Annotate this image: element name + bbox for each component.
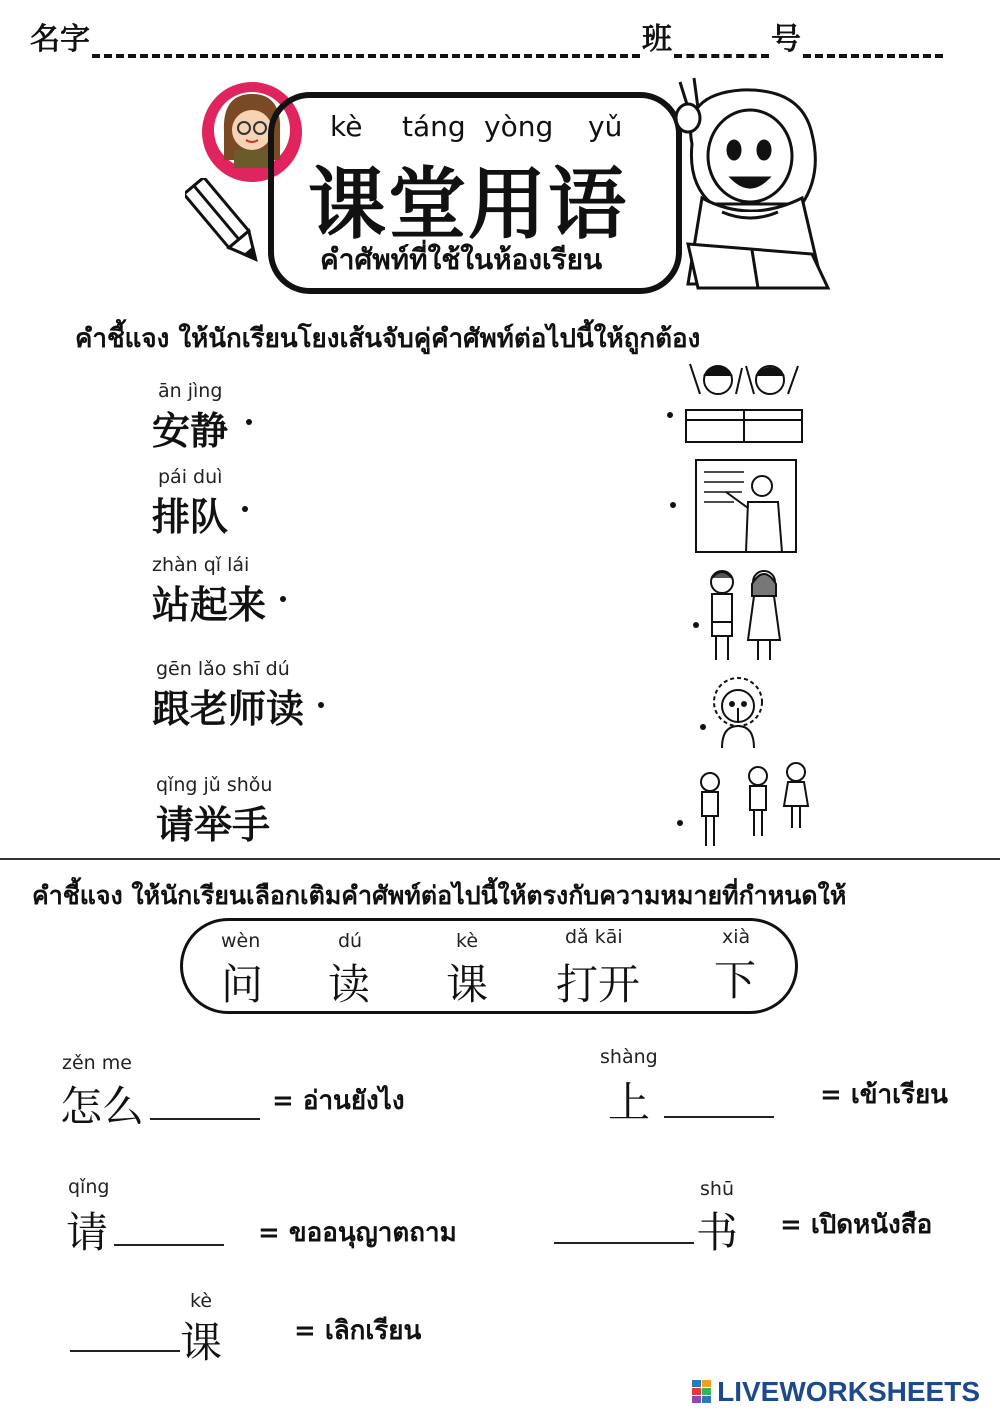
q3-pinyin: qǐng [68, 1176, 110, 1198]
q5-pinyin: kè [190, 1290, 213, 1312]
item4-pinyin: gēn lǎo shī dú [156, 658, 290, 680]
item3-hanzi: 站起来 [152, 583, 267, 627]
picture3-dot[interactable] [693, 622, 699, 628]
item4-dot-left[interactable] [318, 702, 324, 708]
number-label: 号 [771, 22, 801, 57]
title-pinyin-3: yòng [484, 110, 554, 143]
raise-hand-kids-picture [680, 354, 808, 446]
student-header [30, 14, 945, 58]
bank-word-3[interactable]: 课 [446, 960, 489, 1009]
q4-hanzi: 书 [696, 1208, 739, 1257]
item5-pinyin: qǐng jǔ shǒu [156, 774, 273, 796]
q4-answer-blank[interactable] [554, 1242, 694, 1244]
number-blank[interactable] [803, 28, 943, 58]
bank-word-1[interactable]: 问 [221, 960, 264, 1009]
name-label: 名字 [30, 22, 90, 57]
q1-answer-blank[interactable] [150, 1118, 260, 1120]
q1-pinyin: zěn me [62, 1052, 132, 1074]
class-blank[interactable] [674, 28, 769, 58]
item2-pinyin: pái duì [158, 466, 223, 488]
title-pinyin-2: táng [402, 110, 466, 143]
bank-pinyin-4: dǎ kāi [565, 926, 623, 948]
q2-meaning: = เข้าเรียน [820, 1080, 948, 1110]
item3-dot-left[interactable] [280, 596, 286, 602]
title-thai: คำศัพท์ที่ใช้ในห้องเรียน [320, 243, 603, 276]
item2-dot-left[interactable] [242, 506, 248, 512]
bank-pinyin-5: xià [722, 926, 751, 948]
pencil-icon [185, 178, 267, 270]
teacher-illustration [652, 74, 852, 300]
item3-pinyin: zhàn qǐ lái [152, 554, 250, 576]
q1-hanzi: 怎么 [60, 1082, 145, 1131]
item5-hanzi: 请举手 [156, 803, 271, 847]
q5-hanzi: 课 [180, 1318, 223, 1367]
lws-brand-text: LIVEWORKSHEETS [717, 1376, 981, 1407]
class-label: 班 [642, 22, 672, 57]
q2-pinyin: shàng [600, 1046, 658, 1068]
section-divider [0, 858, 1000, 860]
title-pinyin-4: yǔ [588, 110, 623, 143]
section2-instruction: คำชี้แจง ให้นักเรียนเลือกเติมคำศัพท์ต่อไปนี้ให้ตรงกับความหมายที่กำหนดให้ [32, 881, 847, 910]
word-bank-box [180, 918, 798, 1014]
item1-dot-left[interactable] [246, 419, 252, 425]
q5-meaning: = เลิกเรียน [294, 1316, 422, 1346]
standing-kids-picture [702, 566, 786, 666]
teacher-blackboard-picture [694, 456, 798, 556]
bank-word-2[interactable]: 读 [328, 960, 371, 1009]
item4-hanzi: 跟老师读 [152, 687, 305, 731]
name-blank[interactable] [92, 28, 640, 58]
q3-answer-blank[interactable] [114, 1244, 224, 1246]
bank-pinyin-2: dú [338, 930, 363, 952]
title-pinyin [330, 110, 640, 144]
bank-word-4[interactable]: 打开 [556, 960, 641, 1009]
item1-pinyin: ān jìng [158, 380, 223, 402]
quiet-kid-picture [710, 674, 766, 750]
title-pinyin-1: kè [330, 110, 363, 143]
title-hanzi: 课堂用语 [308, 160, 629, 250]
item2-hanzi: 排队 [152, 495, 229, 539]
picture5-dot[interactable] [677, 820, 683, 826]
bank-pinyin-1: wèn [221, 930, 261, 952]
kids-lineup-picture [690, 762, 814, 854]
lws-logo-icon [692, 1380, 712, 1404]
picture2-dot[interactable] [670, 502, 676, 508]
picture1-dot[interactable] [667, 412, 673, 418]
picture4-dot[interactable] [700, 724, 706, 730]
bank-pinyin-3: kè [456, 930, 479, 952]
q1-meaning: = อ่านยังไง [272, 1086, 405, 1116]
item1-hanzi: 安静 [152, 409, 229, 453]
liveworksheets-logo [692, 1376, 980, 1406]
q4-meaning: = เปิดหนังสือ [780, 1210, 933, 1240]
q2-answer-blank[interactable] [664, 1116, 774, 1118]
q5-answer-blank[interactable] [70, 1350, 180, 1352]
q4-pinyin: shū [700, 1178, 734, 1200]
q3-meaning: = ขออนุญาตถาม [258, 1218, 457, 1248]
section1-instruction: คำชี้แจง ให้นักเรียนโยงเส้นจับคู่คำศัพท์ต่อไปนี้ให้ถูกต้อง [75, 324, 701, 354]
bank-word-5[interactable]: 下 [714, 956, 757, 1005]
q3-hanzi: 请 [66, 1208, 109, 1257]
q2-hanzi: 上 [608, 1078, 651, 1127]
